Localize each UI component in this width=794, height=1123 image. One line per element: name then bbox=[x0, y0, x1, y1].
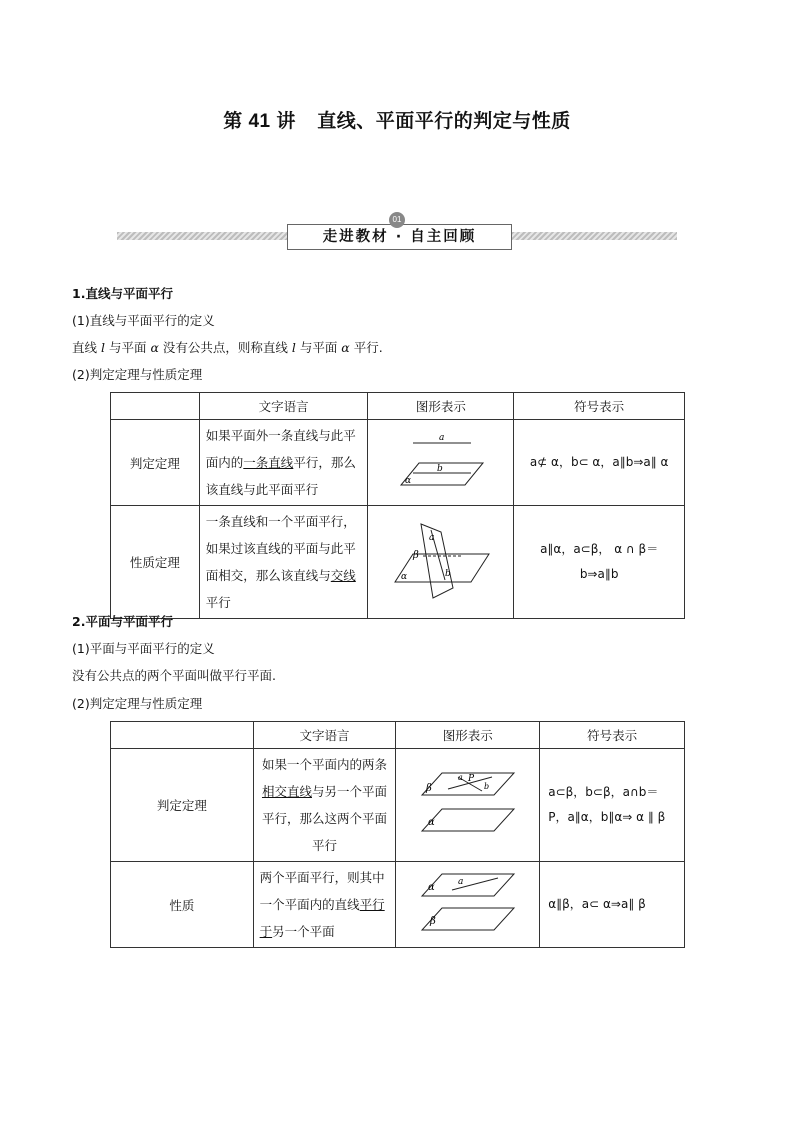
text-underlined: 相交直线 bbox=[261, 784, 312, 799]
row-figure bbox=[368, 420, 514, 506]
section1-sub2: (2)判定定理与性质定理 bbox=[72, 367, 203, 382]
line-plane-parallel-figure bbox=[391, 431, 491, 491]
def-text: 与平面 bbox=[104, 340, 151, 355]
page-title bbox=[0, 106, 794, 133]
label-b: b bbox=[444, 568, 451, 579]
text-part: 一条直线和一个平面平行，如果过该直线的平面与此平面相交，那么该直线与 bbox=[205, 514, 356, 583]
table-header: 文字语言 bbox=[253, 722, 396, 749]
row-name: 判定定理 bbox=[111, 749, 254, 862]
table-row bbox=[111, 420, 685, 506]
def-var-l: l bbox=[100, 340, 105, 355]
table-header bbox=[111, 722, 254, 749]
table-header: 符号表示 bbox=[514, 393, 685, 420]
row-name: 性质定理 bbox=[111, 506, 200, 619]
label-alpha: α bbox=[400, 571, 407, 582]
section2-sub1: (1)平面与平面平行的定义 bbox=[72, 641, 215, 656]
row-name: 判定定理 bbox=[111, 420, 200, 506]
label-beta: β bbox=[412, 549, 419, 561]
section1-definition bbox=[72, 340, 383, 356]
label-a: a bbox=[428, 532, 435, 543]
row-figure bbox=[396, 862, 540, 948]
section2-sub2: (2)判定定理与性质定理 bbox=[72, 696, 203, 711]
label-P: P bbox=[467, 773, 474, 784]
banner-right-stripe bbox=[512, 232, 677, 240]
section1-sub1: (1)直线与平面平行的定义 bbox=[72, 313, 215, 328]
text-underlined: 平行于 bbox=[259, 897, 385, 939]
text-part: 平行，那么该直线与此平面平行 bbox=[205, 455, 356, 497]
def-text: 与平面 bbox=[295, 340, 342, 355]
banner-label: 走进教材 · 自主回顾 bbox=[287, 224, 512, 250]
table-header: 文字语言 bbox=[199, 393, 368, 420]
table-header bbox=[111, 393, 200, 420]
section-banner bbox=[117, 212, 677, 252]
row-symbol: a⊂β，b⊂β，a∩b＝P，a∥α，b∥α⇒ α ∥ β bbox=[540, 749, 685, 862]
table-row bbox=[111, 749, 685, 862]
label-a: a bbox=[457, 772, 463, 782]
row-symbol: a⊄ α，b⊂ α，a∥b⇒a∥ α bbox=[514, 420, 685, 506]
label-beta: β bbox=[429, 916, 436, 927]
text-underlined: 交线 bbox=[330, 568, 356, 583]
def-text: 没有公共点，则称直线 bbox=[158, 340, 292, 355]
def-text: 平行. bbox=[349, 340, 383, 355]
table-header: 图形表示 bbox=[368, 393, 514, 420]
label-a: a bbox=[457, 877, 464, 887]
row-symbol: α∥β，a⊂ α⇒a∥ β bbox=[540, 862, 685, 948]
label-alpha: α bbox=[427, 816, 435, 828]
text-underlined: 一条直线 bbox=[243, 455, 294, 470]
label-b: b bbox=[483, 781, 489, 791]
table-header-row bbox=[111, 393, 685, 420]
table-header: 符号表示 bbox=[540, 722, 685, 749]
section2-definition: 没有公共点的两个平面叫做平行平面. bbox=[72, 668, 276, 683]
line-plane-property-figure bbox=[391, 516, 491, 606]
text-part: 两个平面平行，则其中一个平面内的直线 bbox=[259, 870, 385, 912]
table-row bbox=[111, 506, 685, 619]
label-alpha: α bbox=[427, 882, 435, 893]
table-header-row bbox=[111, 722, 685, 749]
plane-plane-parallel-figure bbox=[418, 769, 518, 839]
text-part: 如果一个平面内的两条 bbox=[261, 757, 387, 772]
text-part: 与另一个平面平行，那么这两个平面平行 bbox=[261, 784, 387, 853]
lecture-number: 第 41 讲 bbox=[223, 111, 296, 132]
row-symbol: a∥α，a⊂β， α ∩ β＝b⇒a∥b bbox=[514, 506, 685, 619]
row-text bbox=[199, 420, 368, 506]
section1-heading: 1.直线与平面平行 bbox=[72, 286, 173, 301]
def-var-l: l bbox=[291, 340, 296, 355]
label-b: b bbox=[436, 464, 443, 474]
row-name: 性质 bbox=[111, 862, 254, 948]
banner-badge: 01 bbox=[389, 212, 405, 228]
row-figure bbox=[368, 506, 514, 619]
line-plane-table bbox=[110, 392, 685, 619]
table-row bbox=[111, 862, 685, 948]
label-beta: β bbox=[425, 782, 432, 794]
label-a: a bbox=[438, 433, 445, 443]
def-text: 直线 bbox=[72, 340, 101, 355]
label-alpha: α bbox=[404, 476, 411, 486]
text-part: 如果平面外一条直线与此平面内的 bbox=[205, 428, 356, 470]
text-part: 平行 bbox=[205, 595, 231, 610]
plane-plane-property-figure bbox=[418, 870, 518, 936]
def-var-alpha: α bbox=[150, 340, 159, 355]
banner-left-stripe bbox=[117, 232, 287, 240]
row-text bbox=[199, 506, 368, 619]
table-header: 图形表示 bbox=[396, 722, 540, 749]
section2-heading: 2.平面与平面平行 bbox=[72, 614, 173, 629]
plane-plane-table bbox=[110, 721, 685, 948]
row-figure bbox=[396, 749, 540, 862]
def-var-alpha: α bbox=[341, 340, 350, 355]
lecture-title: 直线、平面平行的判定与性质 bbox=[317, 110, 571, 132]
row-text bbox=[253, 749, 396, 862]
row-text bbox=[253, 862, 396, 948]
text-part: 另一个平面 bbox=[272, 924, 335, 939]
